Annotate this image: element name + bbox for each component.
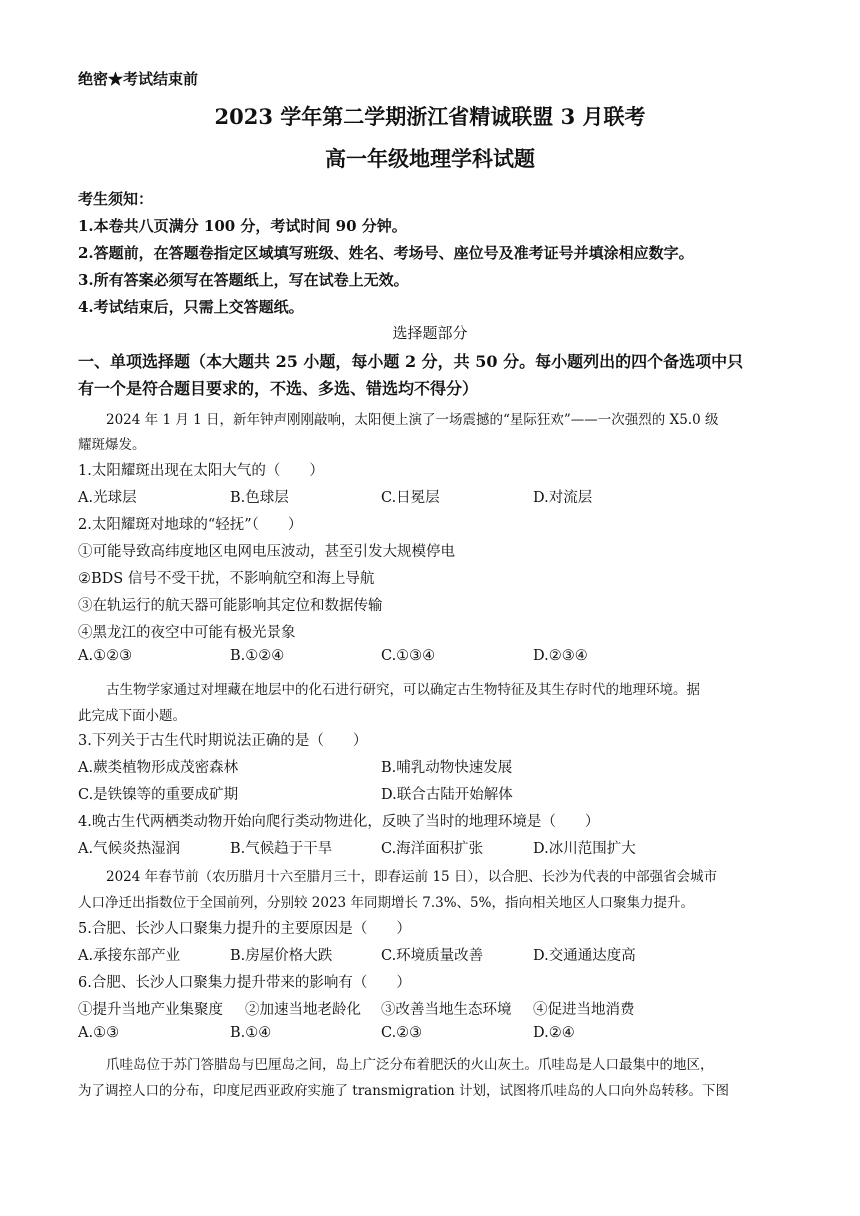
option-d: D.冰川范围扩大 [533, 841, 636, 857]
option-b: B.①②④ [230, 648, 285, 664]
passage-text: 古生物学家通过对埋藏在地层中的化石进行研究，可以确定古生物特征及其生存时代的地理环境。据 [106, 682, 700, 698]
option-a: A.气候炎热湿润 [78, 841, 181, 857]
notice-heading: 考生须知： [78, 190, 154, 208]
passage-text: 人口净迁出指数位于全国前列，分别较 2023 年同期增长 7.3%、5%，指向相关地区人口聚集力提升。 [78, 895, 694, 911]
notice-item: 2.答题前，在答题卷指定区域填写班级、姓名、考场号、座位号及准考证号并填涂相应数字。 [78, 244, 694, 262]
question-stem: 6.合肥、长沙人口聚集力提升带来的影响有（ ） [78, 975, 411, 991]
statement: ③改善当地生态环境 [381, 1002, 512, 1018]
option-a: A.蕨类植物形成茂密森林 [78, 760, 239, 776]
option-c: C.②③ [381, 1025, 423, 1041]
option-a: A.①③ [78, 1025, 120, 1041]
question-stem: 4.晚古生代两栖类动物开始向爬行类动物进化，反映了当时的地理环境是（ ） [78, 814, 600, 830]
passage-text: 此完成下面小题。 [78, 708, 186, 724]
statement: ①提升当地产业集聚度 [78, 1002, 223, 1018]
option-d: D.对流层 [533, 490, 593, 506]
option-d: D.②③④ [533, 648, 588, 664]
option-c: C.环境质量改善 [381, 948, 484, 964]
option-a: A.光球层 [78, 490, 137, 506]
option-d: D.交通通达度高 [533, 948, 636, 964]
statement: ②加速当地老龄化 [245, 1002, 361, 1018]
option-b: B.气候趋于干旱 [230, 841, 333, 857]
passage-text: 为了调控人口的分布，印度尼西亚政府实施了 transmigration 计划，试图将爪哇岛的人口向外岛转移。下图 [78, 1083, 729, 1099]
part-heading: 一、单项选择题（本大题共 25 小题，每小题 2 分，共 50 分。每小题列出的四个备选项中只 [78, 352, 744, 371]
option-d: D.联合古陆开始解体 [381, 787, 513, 803]
statement: ③在轨运行的航天器可能影响其定位和数据传输 [78, 598, 383, 614]
section-title: 选择题部分 [392, 324, 468, 342]
part-heading-cont: 有一个是符合题目要求的，不选、多选、错选均不得分） [78, 379, 479, 398]
option-d: D.②④ [533, 1025, 575, 1041]
question-stem: 1.太阳耀斑出现在太阳大气的（ ） [78, 463, 324, 479]
option-b: B.房屋价格大跌 [230, 948, 333, 964]
statement: ④黑龙江的夜空中可能有极光景象 [78, 625, 296, 641]
passage-text: 爪哇岛位于苏门答腊岛与巴厘岛之间，岛上广泛分布着肥沃的火山灰土。爪哇岛是人口最集中的地区， [106, 1057, 714, 1073]
option-c: C.是铁镍等的重要成矿期 [78, 787, 239, 803]
option-c: C.①③④ [381, 648, 436, 664]
option-c: C.海洋面积扩张 [381, 841, 484, 857]
notice-item: 3.所有答案必须写在答题纸上，写在试卷上无效。 [78, 271, 409, 289]
option-b: B.哺乳动物快速发展 [381, 760, 513, 776]
option-b: B.色球层 [230, 490, 289, 506]
question-stem: 5.合肥、长沙人口聚集力提升的主要原因是（ ） [78, 921, 411, 937]
confidential-label: 绝密★考试结束前 [78, 70, 199, 88]
exam-title: 2023 学年第二学期浙江省精诚联盟 3 月联考 [214, 104, 646, 129]
exam-subtitle: 高一年级地理学科试题 [325, 146, 535, 171]
statement: ④促进当地消费 [533, 1002, 635, 1018]
passage-text: 耀斑爆发。 [78, 437, 146, 453]
option-a: A.承接东部产业 [78, 948, 181, 964]
passage-text: 2024 年 1 月 1 日，新年钟声刚刚敲响，太阳便上演了一场震撼的“星际狂欢”——一次强烈的 X5.0 级 [106, 412, 719, 428]
statement: ①可能导致高纬度地区电网电压波动，甚至引发大规模停电 [78, 544, 455, 560]
option-b: B.①④ [230, 1025, 272, 1041]
question-stem: 3.下列关于古生代时期说法正确的是（ ） [78, 733, 368, 749]
notice-item: 4.考试结束后，只需上交答题纸。 [78, 298, 304, 316]
question-stem: 2.太阳耀斑对地球的“轻抚”（ ） [78, 517, 303, 533]
statement: ②BDS 信号不受干扰，不影响航空和海上导航 [78, 571, 375, 587]
option-a: A.①②③ [78, 648, 133, 664]
notice-item: 1.本卷共八页满分 100 分，考试时间 90 分钟。 [78, 217, 407, 235]
passage-text: 2024 年春节前（农历腊月十六至腊月三十，即春运前 15 日），以合肥、长沙为代表的中部强省会城市 [106, 869, 718, 885]
option-c: C.日冕层 [381, 490, 440, 506]
